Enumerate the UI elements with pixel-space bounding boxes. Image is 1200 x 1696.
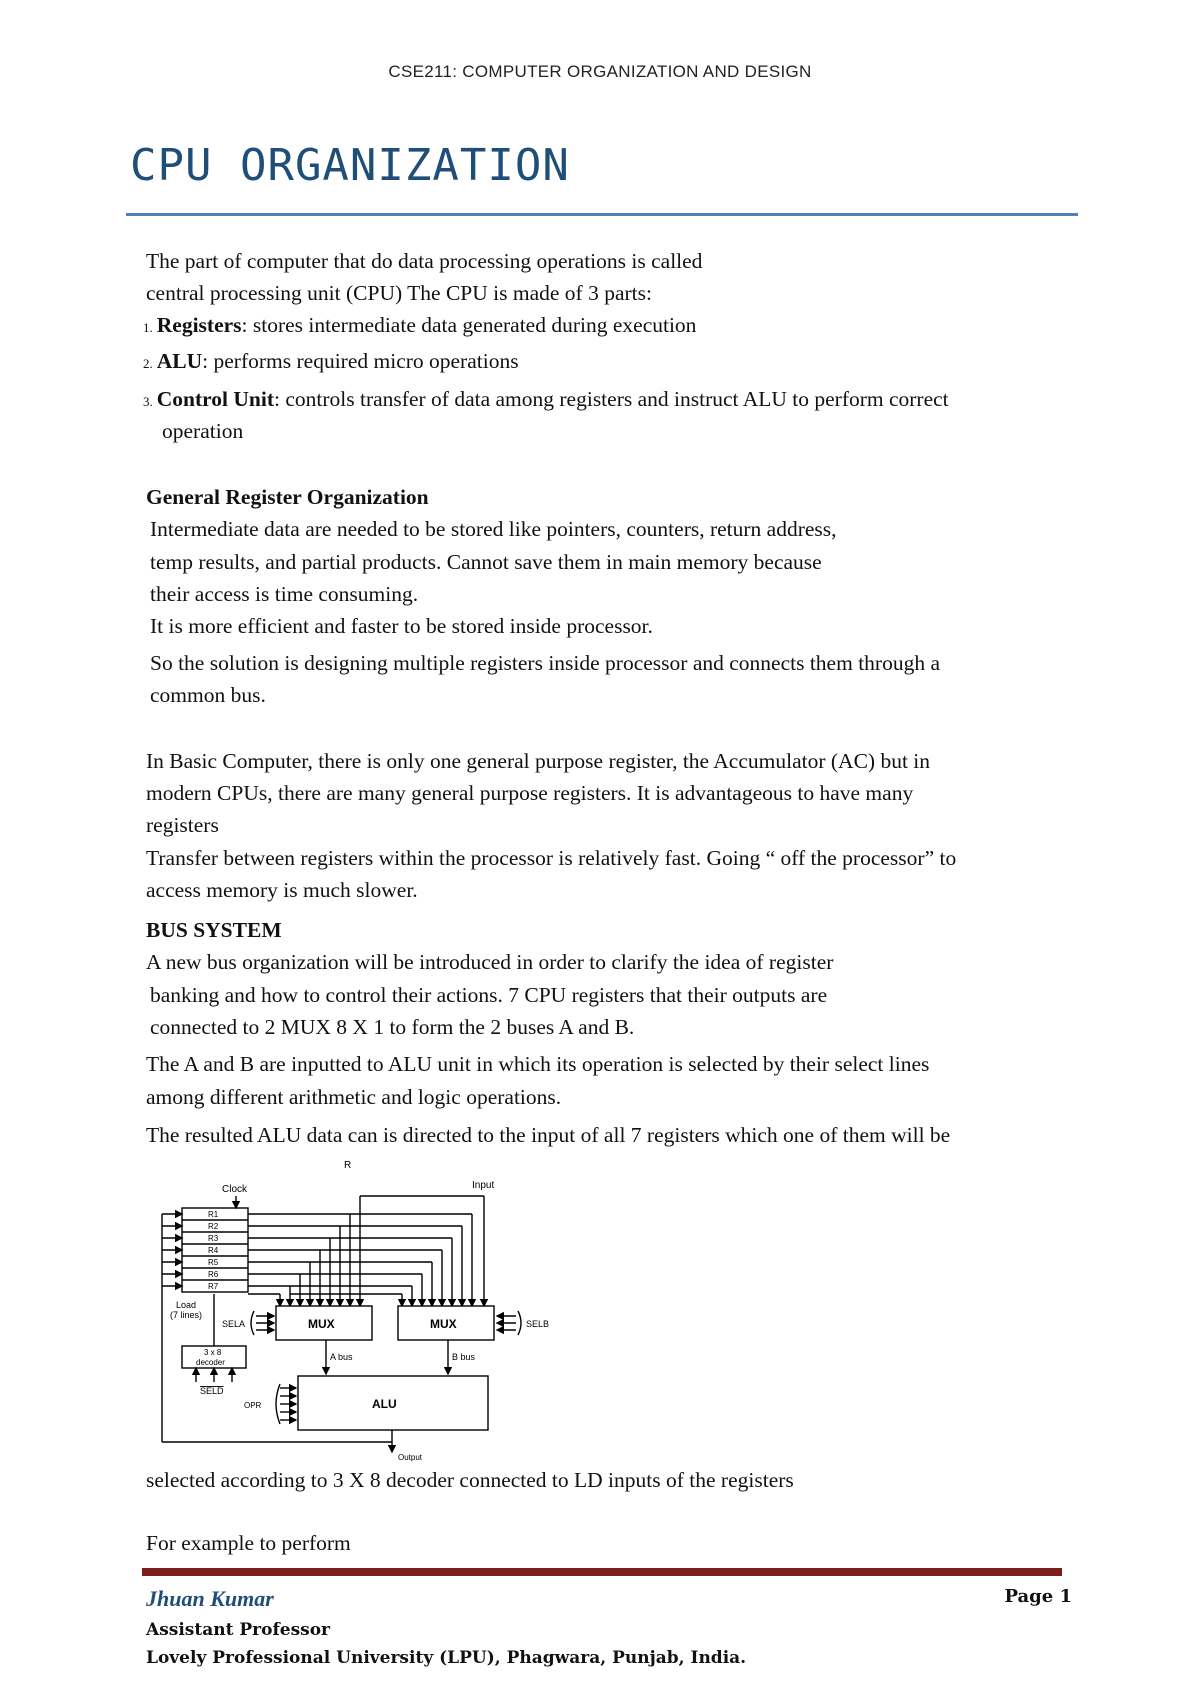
- diagram-label-abus: A bus: [330, 1352, 353, 1362]
- register-label: R6: [208, 1270, 219, 1279]
- author-role: Assistant Professor: [146, 1620, 331, 1640]
- register-label: R5: [208, 1258, 219, 1267]
- basic-line: modern CPUs, there are many general purpose registers. It is advantageous to have many: [146, 781, 914, 805]
- diagram-label-load-lines: (7 lines): [170, 1310, 203, 1320]
- mux-b-label: MUX: [430, 1317, 457, 1331]
- author-university: Lovely Professional University (LPU), Phagwara, Punjab, India.: [146, 1648, 747, 1668]
- gro-line: common bus.: [150, 683, 266, 707]
- list-number: 1.: [143, 320, 153, 335]
- footer-divider: [142, 1568, 1062, 1576]
- list-term: Registers: [156, 313, 242, 337]
- diagram-label-output: Output: [398, 1453, 423, 1462]
- diagram-label-seld: SELD: [200, 1386, 224, 1396]
- list-number: 3.: [143, 394, 153, 409]
- basic-line: In Basic Computer, there is only one general purpose register, the Accumulator (AC) but in: [146, 749, 931, 773]
- diagram-label-sela: SELA: [222, 1319, 246, 1329]
- diagram-label-input: Input: [472, 1180, 495, 1191]
- diagram-label-clock: Clock: [222, 1184, 248, 1195]
- register-label: R1: [208, 1210, 219, 1219]
- list-desc: : stores intermediate data generated during execution: [241, 313, 697, 337]
- intro-line-1: The part of computer that do data processing operations is called: [146, 249, 703, 273]
- basic-line: Transfer between registers within the processor is relatively fast. Going “ off the processor” to: [146, 846, 957, 870]
- register-label: R2: [208, 1222, 219, 1231]
- list-term: ALU: [156, 349, 203, 373]
- page-title: CPU ORGANIZATION: [130, 140, 570, 191]
- list-desc: : performs required micro operations: [202, 349, 519, 373]
- bus-line: The resulted ALU data can is directed to the input of all 7 registers which one of them will be: [146, 1123, 951, 1147]
- mux-a-label: MUX: [308, 1317, 335, 1331]
- list-desc: : controls transfer of data among registers and instruct ALU to perform correct: [274, 387, 949, 411]
- bus-line: among different arithmetic and logic operations.: [146, 1085, 562, 1109]
- page-number: Page 1: [1004, 1586, 1072, 1607]
- diagram-label-load: Load: [176, 1300, 197, 1310]
- bus-line: banking and how to control their actions. 7 CPU registers that their outputs are: [150, 983, 828, 1007]
- register-label: R4: [208, 1246, 219, 1255]
- decoder-label: 3 x 8: [204, 1348, 222, 1357]
- diagram-label-opr: OPR: [244, 1401, 262, 1410]
- gro-line: their access is time consuming.: [150, 582, 419, 606]
- basic-line: registers: [146, 813, 219, 837]
- author-name: Jhuan Kumar: [146, 1586, 274, 1611]
- course-header: CSE211: COMPUTER ORGANIZATION AND DESIGN: [388, 62, 812, 81]
- diagram-label-bbus: B bus: [452, 1352, 476, 1362]
- gro-line: Intermediate data are needed to be stored like pointers, counters, return address,: [150, 517, 837, 541]
- bus-line: A new bus organization will be introduced in order to clarify the idea of register: [146, 950, 834, 974]
- intro-line-2: central processing unit (CPU) The CPU is made of 3 parts:: [146, 281, 652, 305]
- list-number: 2.: [143, 356, 153, 371]
- after-line-2: For example to perform: [146, 1531, 351, 1555]
- gro-line: So the solution is designing multiple registers inside processor and connects them through a: [150, 651, 940, 675]
- bus-line: The A and B are inputted to ALU unit in which its operation is selected by their select lines: [146, 1052, 930, 1076]
- gro-line: temp results, and partial products. Cannot save them in main memory because: [150, 550, 822, 574]
- diagram-label: R: [344, 1160, 352, 1171]
- bus-line: connected to 2 MUX 8 X 1 to form the 2 buses A and B.: [150, 1015, 635, 1039]
- register-label: R3: [208, 1234, 219, 1243]
- basic-line: access memory is much slower.: [146, 878, 418, 902]
- alu-label: ALU: [372, 1397, 397, 1411]
- section-heading-bus: BUS SYSTEM: [146, 918, 282, 942]
- list-item-continuation: operation: [162, 419, 244, 443]
- diagram-label-selb: SELB: [526, 1319, 550, 1329]
- after-line-1: selected according to 3 X 8 decoder connected to LD inputs of the registers: [146, 1468, 794, 1492]
- register-label: R7: [208, 1282, 219, 1291]
- section-heading-gro: General Register Organization: [146, 485, 429, 509]
- list-term: Control Unit: [156, 387, 275, 411]
- decoder-label: decoder: [196, 1358, 225, 1367]
- gro-line: It is more efficient and faster to be stored inside processor.: [150, 614, 653, 638]
